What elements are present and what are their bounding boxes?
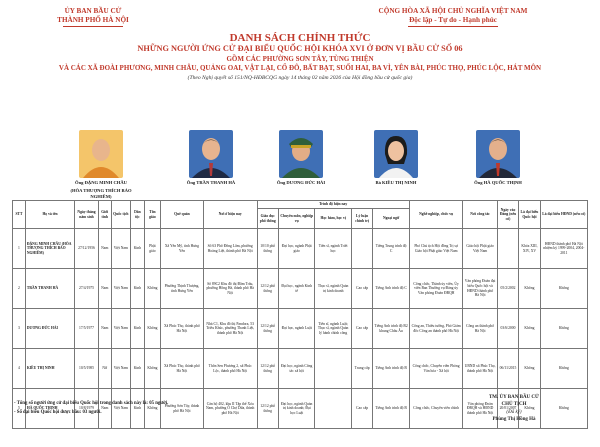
cell-dob: 17/5/1977	[75, 309, 99, 349]
cell-name: TRẦN THANH HÀ	[25, 269, 74, 309]
column-header: Giới tính	[98, 201, 111, 229]
column-header: Dân tộc	[130, 201, 144, 229]
candidate-photo	[189, 130, 233, 178]
cell-hometown: Phường Sơn Tây, thành phố Hà Nội	[160, 389, 203, 429]
column-header: Quê quán	[160, 201, 203, 229]
cell-na-delegate: Không	[519, 349, 540, 389]
candidate-card	[457, 130, 539, 186]
cell-workplace: Giáo hội Phật giáo Việt Nam	[463, 229, 497, 269]
cell-na-delegate: Khóa XIII, XIV, XV	[519, 229, 540, 269]
cell-council: Không	[540, 309, 587, 349]
committee-name: ỦY BAN BẦU CỬ	[64, 7, 122, 15]
document-title	[0, 32, 600, 82]
cell-profession: Đại học, ngành Kinh tế	[278, 269, 314, 309]
signer-name: Phùng Thị Hồng Hà	[492, 417, 536, 423]
cell-job: Công chức, Thành ủy viên, Ủy viên Ban Thường vụ Đảng ủy Văn phòng Đoàn ĐBQH	[409, 269, 463, 309]
cell-name: HÀ QUỐC THỊNH	[25, 389, 74, 429]
cell-language: Tiếng Trung trình độ C	[373, 229, 409, 269]
cell-job: Phó Chủ tịch Hội đồng Trị sự Giáo hội Phật giáo Việt Nam	[409, 229, 463, 269]
cell-workplace: Văn phòng Đoàn đại biểu Quốc hội và HĐND thành phố Hà Nội	[463, 269, 497, 309]
candidate-name: Ông TRẦN THANH HÀ	[186, 180, 236, 185]
cell-hometown: Xã Phúc Thọ, thành phố Hà Nội	[160, 349, 203, 389]
cell-hometown: Xã Yên Mỹ, tỉnh Hưng Yên	[160, 229, 203, 269]
cell-dob: 27/12/1956	[75, 229, 99, 269]
column-header: Quốc tịch	[111, 201, 130, 229]
cell-profession: Đại học, ngành Quản trị kinh doanh; Đại học Luật	[278, 389, 314, 429]
column-header: Tôn giáo	[144, 201, 160, 229]
column-header: Nghề nghiệp, chức vụ	[409, 201, 463, 229]
cell-residence: Thôn Sen Phương 2, xã Phúc Lộc, thành phố Hà Nội	[203, 349, 257, 389]
cell-stt: 4	[13, 349, 26, 389]
cell-language: Tiếng Anh trình độ B2 khung Châu Âu	[373, 309, 409, 349]
candidate-religious-name: (HÒA THƯỢNG THÍCH BẢO NGHIÊM)	[70, 188, 132, 199]
committee-header	[38, 7, 148, 27]
cell-stt: 3	[13, 309, 26, 349]
cell-job: Công an, Thiếu tướng, Phó Giám đốc Công an thành phố Hà Nội	[409, 309, 463, 349]
cell-politics: Trung cấp	[351, 349, 372, 389]
cell-na-delegate: Không	[519, 309, 540, 349]
cell-ethnicity: Kinh	[130, 389, 144, 429]
column-header: Lý luận chính trị	[351, 209, 372, 229]
cell-party-date: 03/6/2000	[497, 309, 518, 349]
column-header: Ngày tháng năm sinh	[75, 201, 99, 229]
area-line: GỒM CÁC PHƯỜNG SƠN TÂY, TÙNG THIỆN	[226, 55, 374, 63]
cell-profession: Đại học, ngành Phật giáo	[278, 229, 314, 269]
cell-degree: Tiến sĩ, ngành Luật; Thạc sĩ, ngành Quản lý hành chính công	[315, 309, 351, 349]
candidate-photo	[476, 130, 520, 178]
column-header: Họ và tên	[25, 201, 74, 229]
column-header: Nơi ở hiện nay	[203, 201, 257, 229]
area-line-2: VÀ CÁC XÃ ĐOÀI PHƯƠNG, MINH CHÂU, QUẢNG OAI, VẬT LẠI, CỔ ĐÔ, BẤT BẠT, SUỐI HAI, BA VÌ, YÊN BÀI, PHÚC THỌ, PHÚC LỘC, HÁT MÔN	[58, 64, 542, 72]
cell-ethnicity: Kinh	[130, 269, 144, 309]
cell-dob: 27/4/1975	[75, 269, 99, 309]
table-row	[13, 349, 588, 389]
cell-politics: Cao cấp	[351, 389, 372, 429]
column-header: STT	[13, 201, 26, 229]
cell-workplace: UBND xã Phúc Thọ, thành phố Hà Nội	[463, 349, 497, 389]
cell-sex: Nam	[98, 309, 111, 349]
signature-title: CHỦ TỊCH	[501, 402, 527, 408]
national-header	[348, 7, 558, 27]
cell-sex: Nam	[98, 269, 111, 309]
signature-block	[444, 394, 584, 424]
cell-language: Tiếng Anh trình độ B	[373, 349, 409, 389]
summary-notes	[14, 399, 168, 417]
cell-party-date	[497, 229, 518, 269]
divider	[63, 26, 123, 27]
cell-residence: Căn hộ 402, khu II Tập thể Xóa Nam, phường Ô Chợ Dừa, thành phố Hà Nội	[203, 389, 257, 429]
cell-council: Không	[540, 389, 587, 429]
cell-name: DƯƠNG ĐỨC HẢI	[25, 309, 74, 349]
column-header: Giáo dục phổ thông	[257, 209, 278, 229]
cell-council: Không	[540, 349, 587, 389]
candidate-name: Ông DƯƠNG ĐỨC HẢI	[276, 180, 326, 185]
cell-na-delegate: Không	[519, 389, 540, 429]
cell-education: 12/12 phổ thông	[257, 309, 278, 349]
cell-na-delegate: Không	[519, 269, 540, 309]
cell-profession: Đại học, ngành Công tác xã hội	[278, 349, 314, 389]
cell-name: ĐẶNG MINH CHÂU (HÒA THƯỢNG THÍCH BẢO NGHIÊM)	[25, 229, 74, 269]
candidate-card	[260, 130, 342, 186]
column-header: Là đại biểu HĐND (nếu có)	[540, 201, 587, 229]
candidate-card	[60, 130, 142, 200]
cell-politics: Cao cấp	[351, 309, 372, 349]
candidate-photo	[79, 130, 123, 178]
resolution-note: (Theo Nghị quyết số 151/NQ-HĐBCQG ngày 14 tháng 02 năm 2026 của Hội đồng bầu cử quốc gia)	[187, 75, 413, 81]
city-name: THÀNH PHỐ HÀ NỘI	[57, 16, 129, 24]
signature-org: TM. ỦY BAN BẦU CỬ	[488, 395, 540, 400]
cell-party-date: 20/01/2007	[497, 389, 518, 429]
candidate-name: Ông ĐẶNG MINH CHÂU	[75, 180, 127, 185]
candidate-name: Ông HÀ QUỐC THỊNH	[474, 180, 522, 185]
table-row	[13, 269, 588, 309]
page-title: DANH SÁCH CHÍNH THỨC	[229, 32, 371, 44]
signature-status: (Đã ký)	[506, 409, 522, 415]
column-header: Học hàm, học vị	[315, 209, 351, 229]
cell-religion: Không	[144, 349, 160, 389]
subtitle: NHỮNG NGƯỜI ỨNG CỬ ĐẠI BIỂU QUỐC HỘI KHÓA XVI Ở ĐƠN VỊ BẦU CỬ SỐ 06	[137, 44, 463, 53]
divider	[408, 26, 498, 27]
country-name: CỘNG HÒA XÃ HỘI CHỦ NGHĨA VIỆT NAM	[378, 7, 528, 15]
cell-residence: Nhà C1, Khu đô thị Pandora, 53 Triều Khúc, phường Thanh Liệt, thành phố Hà Nội	[203, 309, 257, 349]
candidate-name: Bà KIỀU THỊ NINH	[375, 180, 417, 185]
cell-stt: 5	[13, 389, 26, 429]
cell-council: Không	[540, 269, 587, 309]
cell-workplace: Công an thành phố Hà Nội	[463, 309, 497, 349]
candidate-photo	[374, 130, 418, 178]
cell-job: Công chức, Chuyên viên Phòng Văn hóa - Xã hội	[409, 349, 463, 389]
cell-degree: Thạc sĩ, ngành Quản trị kinh doanh	[315, 269, 351, 309]
cell-sex: Nữ	[98, 349, 111, 389]
cell-degree	[315, 389, 351, 429]
column-header: Ngày vào Đảng (nếu có)	[497, 201, 518, 229]
cell-council: HĐND thành phố Hà Nội nhiệm kỳ 1999-2004, 2004-2011	[540, 229, 587, 269]
cell-degree	[315, 349, 351, 389]
cell-sex: Nam	[98, 389, 111, 429]
cell-politics	[351, 229, 372, 269]
cell-education: 12/12 phổ thông	[257, 269, 278, 309]
cell-degree: Tiến sĩ, ngành Triết học	[315, 229, 351, 269]
candidate-card	[355, 130, 437, 186]
table-row	[13, 229, 588, 269]
cell-politics: Cao cấp	[351, 269, 372, 309]
cell-stt: 2	[13, 269, 26, 309]
cell-residence: Số 89C2 Khu đô thị Đầm Trấu, phường Hồng Hà, thành phố Hà Nội	[203, 269, 257, 309]
cell-profession: Đại học, ngành Luật	[278, 309, 314, 349]
cell-nationality: Việt Nam	[111, 349, 130, 389]
cell-job: Công chức, Chuyên viên chính	[409, 389, 463, 429]
column-header: Chuyên môn, nghiệp vụ	[278, 209, 314, 229]
cell-dob: 10/5/1985	[75, 349, 99, 389]
candidate-card	[170, 130, 252, 186]
cell-religion: Không	[144, 389, 160, 429]
cell-education: 12/12 phổ thông	[257, 349, 278, 389]
cell-nationality: Việt Nam	[111, 269, 130, 309]
column-header: Là đại biểu Quốc hội	[519, 201, 540, 229]
candidate-photo	[279, 130, 323, 178]
cell-residence: Số 63 Phố Đồng Lãm, phường Hoàng Liệt, thành phố Hà Nội	[203, 229, 257, 269]
cell-hometown: Phường Thịnh Thượng, tỉnh Hưng Yên	[160, 269, 203, 309]
candidate-photos	[0, 130, 600, 199]
cell-sex: Nam	[98, 229, 111, 269]
cell-education: 10/10 phổ thông	[257, 229, 278, 269]
cell-nationality: Việt Nam	[111, 389, 130, 429]
cell-party-date: 06/11/2015	[497, 349, 518, 389]
cell-nationality: Việt Nam	[111, 309, 130, 349]
total-candidates-note: - Tổng số người ứng cử đại biểu Quốc hội trong danh sách này là: 05 người.	[14, 401, 169, 406]
cell-hometown: Xã Phúc Thọ, thành phố Hà Nội	[160, 309, 203, 349]
cell-religion: Phật giáo	[144, 229, 160, 269]
cell-ethnicity: Kinh	[130, 309, 144, 349]
cell-language: Tiếng Anh trình độ C	[373, 269, 409, 309]
cell-education: 12/12 phổ thông	[257, 389, 278, 429]
cell-religion: Không	[144, 309, 160, 349]
column-header: Ngoại ngữ	[373, 209, 409, 229]
column-header: Nơi công tác	[463, 201, 497, 229]
cell-language: Tiếng Anh trình độ B	[373, 389, 409, 429]
column-group-header: Trình độ hiện nay	[257, 201, 409, 209]
cell-religion: Không	[144, 269, 160, 309]
elected-count-note: - Số đại biểu Quốc hội được bầu: 03 người.	[14, 410, 102, 415]
cell-party-date: 05/2/2002	[497, 269, 518, 309]
cell-stt: 1	[13, 229, 26, 269]
cell-ethnicity: Kinh	[130, 349, 144, 389]
cell-name: KIỀU THỊ NINH	[25, 349, 74, 389]
cell-nationality: Việt Nam	[111, 229, 130, 269]
motto: Độc lập - Tự do - Hạnh phúc	[409, 16, 497, 24]
cell-dob: 10/8/1979	[75, 389, 99, 429]
table-row	[13, 309, 588, 349]
cell-workplace: Văn phòng Đoàn ĐBQH và HĐND thành phố Hà Nội	[463, 389, 497, 429]
cell-ethnicity: Kinh	[130, 229, 144, 269]
